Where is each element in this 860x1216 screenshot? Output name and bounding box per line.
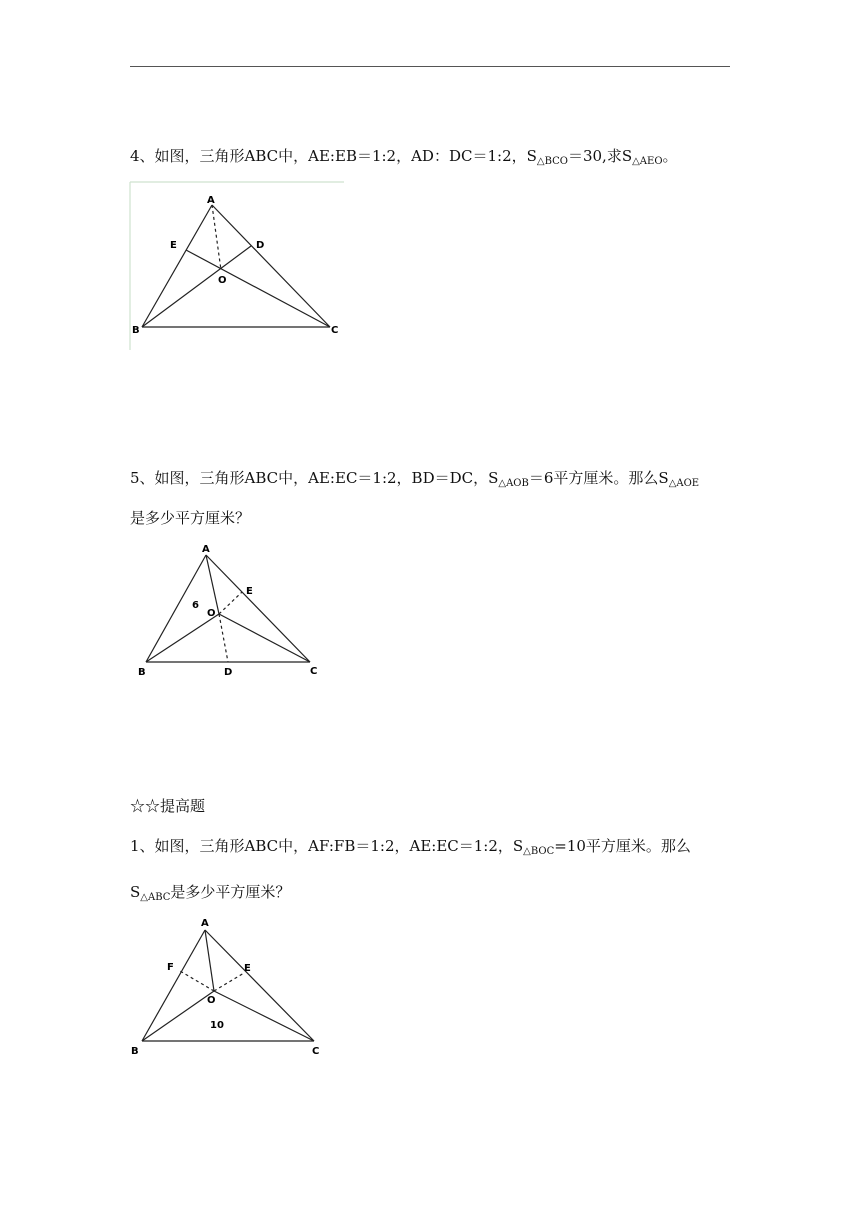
header-rule [130, 66, 730, 67]
label-o: O [207, 608, 216, 619]
label-e: E [246, 586, 253, 597]
figure-q1 [128, 915, 333, 1060]
problem-4-sub-aeo: △AEO [632, 156, 663, 167]
side-ab [142, 205, 212, 327]
figure-4 [130, 182, 345, 352]
question-1-sub-abc: △ABC [140, 892, 171, 903]
label-e: E [170, 240, 177, 251]
figure-5 [130, 540, 330, 680]
area-label-6: 6 [192, 600, 199, 611]
label-e: E [244, 963, 251, 974]
segment-oe [214, 973, 244, 991]
segment-oc [214, 991, 314, 1041]
question-1-text-b: =10平方厘米。那么 [554, 837, 691, 855]
segment-oe [219, 592, 242, 614]
label-b: B [131, 1046, 139, 1057]
label-b: B [138, 667, 146, 678]
segment-od [219, 614, 228, 662]
label-o: O [207, 995, 216, 1006]
question-1-s: S [130, 883, 141, 901]
problem-4-text-b: ＝30,求S [567, 147, 633, 165]
label-a: A [201, 918, 209, 929]
section-heading: ☆☆提高题 [130, 797, 206, 815]
side-ac [206, 555, 310, 662]
segment-ao [206, 555, 219, 614]
area-label-10: 10 [210, 1020, 224, 1031]
segment-oc [219, 614, 310, 662]
problem-5-text-line2: 是多少平方厘米？ [130, 509, 251, 527]
label-b: B [132, 325, 140, 336]
segment-bo [146, 614, 219, 662]
segment-bo [142, 991, 214, 1041]
problem-4-text-a: 4、如图，三角形ABC中，AE:EB＝1:2，AD：DC＝1:2，S [130, 147, 537, 165]
label-a: A [207, 195, 215, 206]
question-1-sub-boc: △BOC [523, 846, 555, 857]
problem-5-text [130, 468, 699, 494]
question-1-text-a: 1、如图，三角形ABC中，AF:FB＝1:2，AE:EC＝1:2，S [130, 837, 524, 855]
segment-ao [212, 205, 221, 270]
segment-ec [186, 250, 330, 327]
label-d: D [256, 240, 265, 251]
segment-bd [142, 246, 251, 327]
problem-4-sub-bco: △BCO [536, 156, 568, 167]
problem-4-text [130, 146, 678, 172]
segment-ao [205, 930, 214, 991]
problem-5-sub-aob: △AOB [498, 478, 529, 489]
label-c: C [331, 325, 339, 336]
label-o: O [218, 275, 227, 286]
side-ab [142, 930, 205, 1041]
problem-5-text-a: 5、如图，三角形ABC中，AE:EC＝1:2，BD＝DC，S [130, 469, 499, 487]
label-a: A [202, 544, 210, 555]
side-ac [212, 205, 330, 327]
segment-of [180, 971, 214, 991]
question-1-text [130, 836, 691, 862]
question-1-text-line2 [130, 882, 290, 908]
problem-5-sub-aoe: △AOE [668, 478, 700, 489]
label-c: C [310, 666, 318, 677]
label-d: D [224, 667, 233, 678]
problem-4-text-c: 。 [662, 147, 678, 165]
label-c: C [312, 1046, 320, 1057]
question-1-text-c: 是多少平方厘米？ [170, 883, 291, 901]
problem-5-text-b: ＝6平方厘米。那么S [528, 469, 669, 487]
label-f: F [167, 962, 174, 973]
